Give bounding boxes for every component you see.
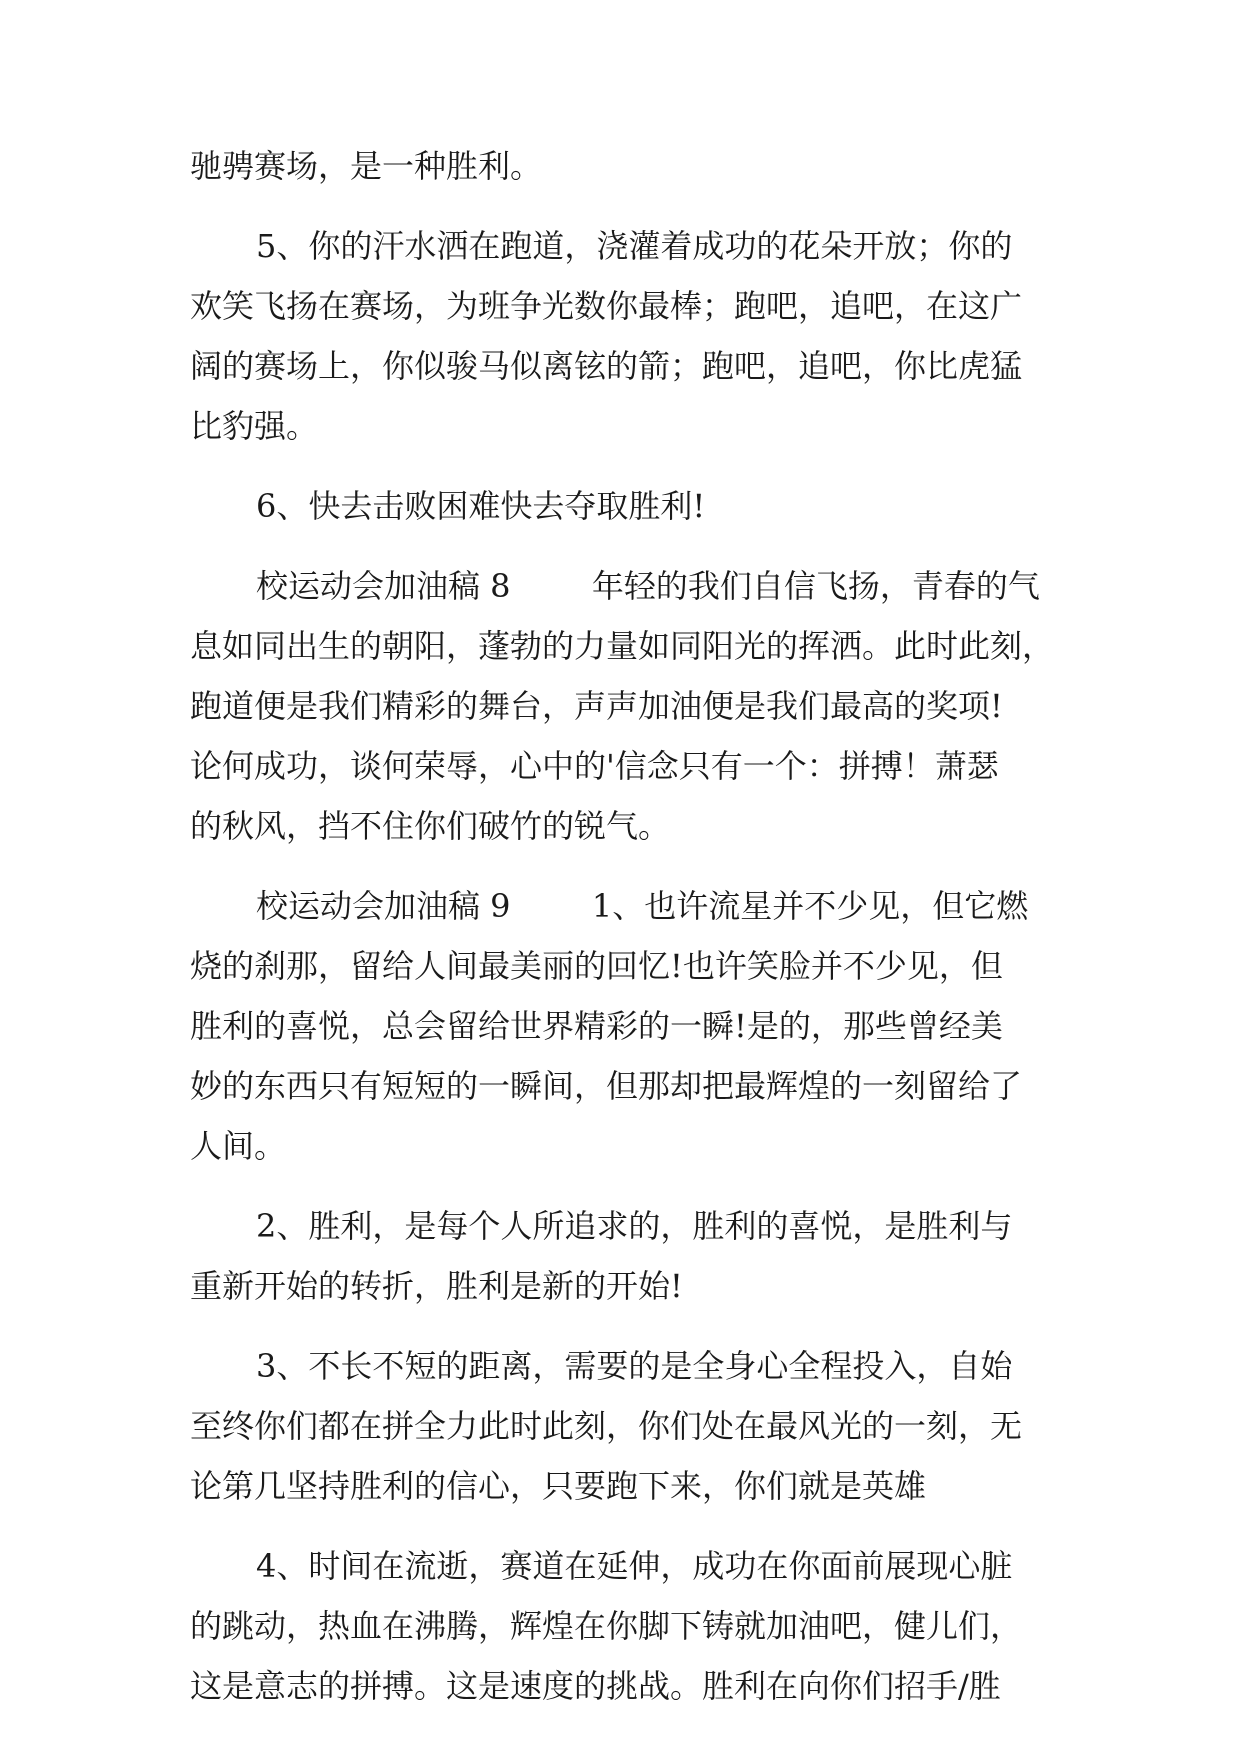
text-line: 至终你们都在拼全力此时此刻，你们处在最风光的一刻，无 [190,1407,1023,1445]
text-line: 论第几坚持胜利的信心，只要跑下来，你们就是英雄 [190,1467,927,1505]
text-line: 4、时间在流逝，赛道在延伸，成功在你面前展现心脏 [256,1547,1013,1585]
text-line: 胜利的喜悦，总会留给世界精彩的一瞬!是的，那些曾经美 [190,1007,1003,1045]
text-line: 跑道便是我们精彩的舞台，声声加油便是我们最高的奖项! [190,687,1003,725]
text-line: 阔的赛场上，你似骏马似离铉的箭；跑吧，追吧，你比虎猛 [190,347,1023,385]
text-line: 3、不长不短的距离，需要的是全身心全程投入，自始 [256,1347,1013,1385]
text-line: 人间。 [190,1127,287,1165]
text-line: 重新开始的转折，胜利是新的开始! [190,1267,683,1305]
text-line: 驰骋赛场，是一种胜利。 [190,147,543,185]
text-line: 校运动会加油稿 9 1、也许流星并不少见，但它燃 [256,887,1029,925]
text-line: 比豹强。 [190,407,319,445]
text-line: 烧的刹那，留给人间最美丽的回忆!也许笑脸并不少见，但 [190,947,1003,985]
text-line: 息如同出生的朝阳，蓬勃的力量如同阳光的挥洒。此时此刻， [190,627,1055,665]
text-line: 论何成功，谈何荣辱，心中的'信念只有一个：拼搏！萧瑟 [190,747,999,785]
text-line: 的秋风，挡不住你们破竹的锐气。 [190,807,671,845]
text-line: 这是意志的拼搏。这是速度的挑战。胜利在向你们招手/胜 [190,1667,1001,1705]
text-line: 妙的东西只有短短的一瞬间，但那却把最辉煌的一刻留给了 [190,1067,1023,1105]
text-line: 6、快去击败困难快去夺取胜利! [256,487,706,525]
text-line: 2、胜利，是每个人所追求的，胜利的喜悦，是胜利与 [256,1207,1013,1245]
text-line: 的跳动，热血在沸腾，辉煌在你脚下铸就加油吧，健儿们， [190,1607,1023,1645]
text-line: 5、你的汗水洒在跑道，浇灌着成功的花朵开放；你的 [256,227,1013,265]
text-line: 校运动会加油稿 8 年轻的我们自信飞扬，青春的气 [256,567,1040,605]
text-line: 欢笑飞扬在赛场，为班争光数你最棒；跑吧，追吧，在这广 [190,287,1023,325]
